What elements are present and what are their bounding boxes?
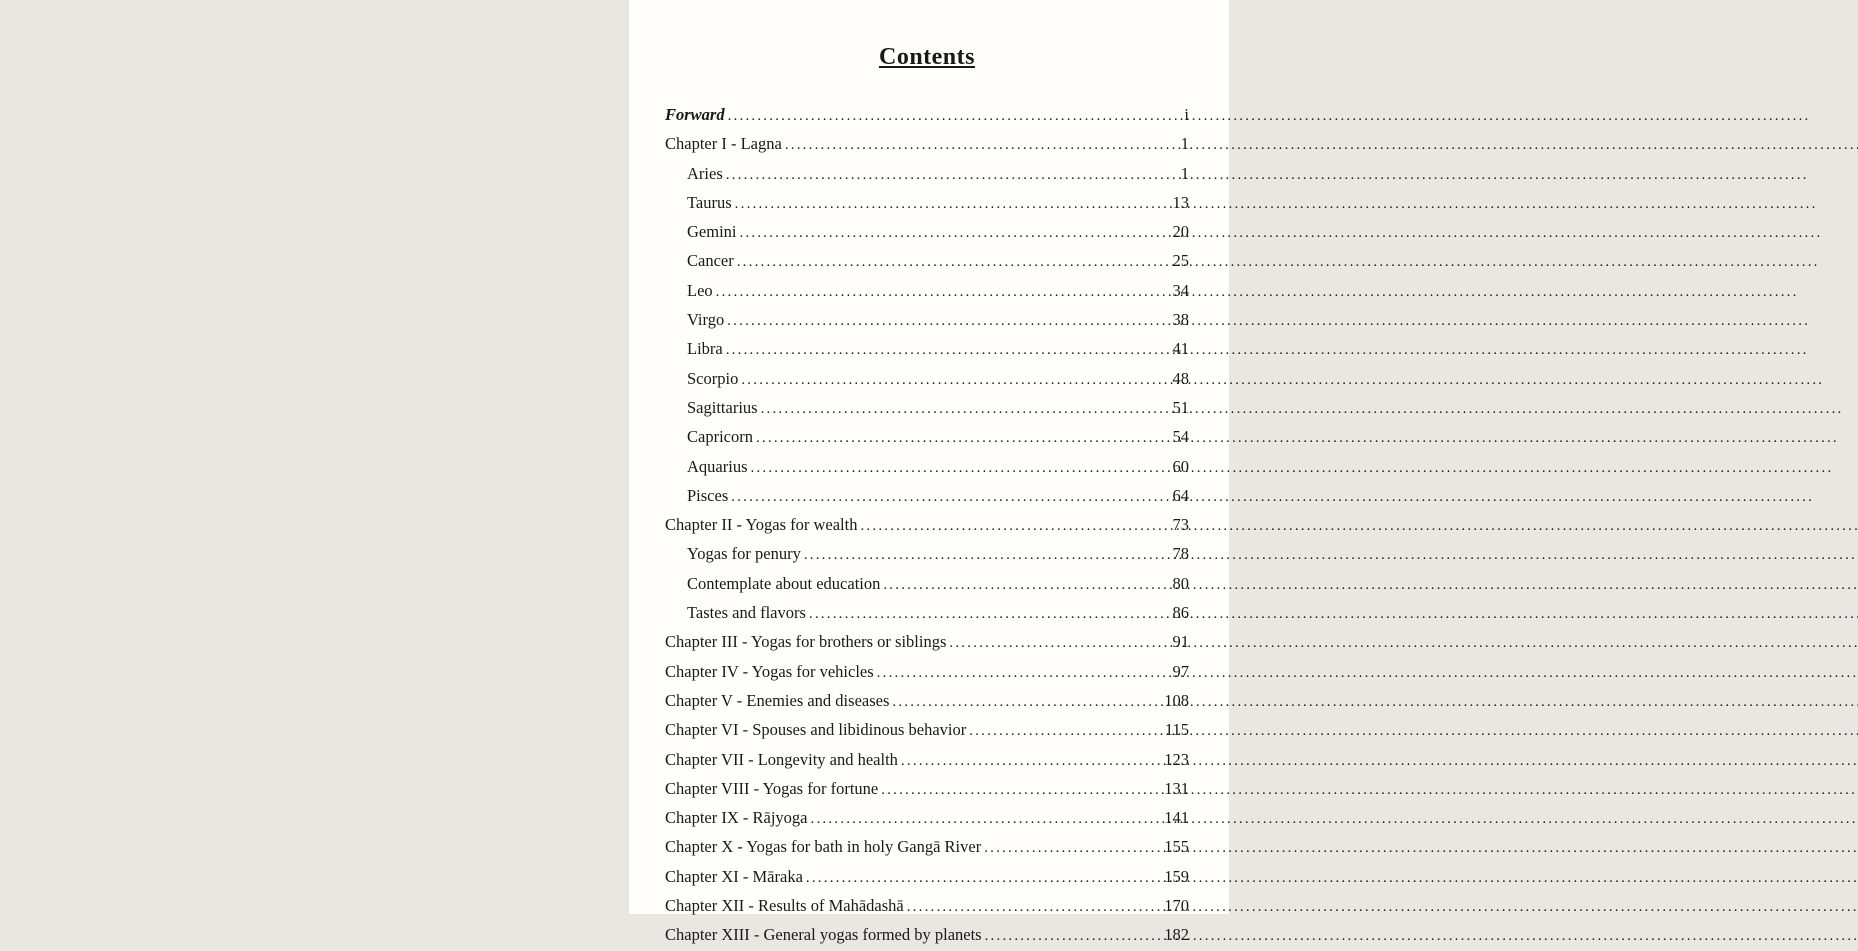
toc-entry-page: 80 <box>1172 573 1189 593</box>
toc-entry-label: Sagittarius <box>687 397 758 417</box>
toc-entry-label: Scorpio <box>687 368 739 388</box>
dot-leader <box>907 892 1161 921</box>
toc-entry <box>665 540 1189 569</box>
toc-entry-label: Chapter IV - Yogas for vehicles <box>665 661 874 681</box>
toc-entry-page: 1 <box>1180 134 1189 154</box>
toc-entry <box>665 863 1189 892</box>
toc-entry-page: 108 <box>1164 690 1189 710</box>
toc-entry <box>665 160 1189 189</box>
toc-entry-page: 41 <box>1172 339 1189 359</box>
toc-entry <box>665 511 1189 540</box>
toc-entry-page: 1 <box>1180 163 1189 183</box>
dot-leader <box>969 716 1161 745</box>
toc-entry-label: Tastes and flavors <box>687 603 806 623</box>
dot-leader <box>881 775 1160 804</box>
dot-leader <box>740 218 1169 247</box>
toc-entry-page: 25 <box>1172 251 1189 271</box>
toc-entry <box>665 218 1189 247</box>
toc-entry-page: 34 <box>1172 280 1189 300</box>
toc-entry <box>665 658 1189 687</box>
dot-leader <box>949 628 1168 657</box>
dot-leader <box>984 833 1160 862</box>
dot-leader <box>785 130 1177 159</box>
toc-entry-label: Virgo <box>687 310 725 330</box>
toc-entry <box>665 570 1189 599</box>
toc-entry-page: 97 <box>1172 661 1189 681</box>
page-title: Contents <box>878 44 975 70</box>
toc-entry-label: Gemini <box>687 222 737 242</box>
toc-entry-page: 115 <box>1164 720 1189 740</box>
toc-entry <box>665 804 1189 833</box>
toc-entry <box>665 335 1189 364</box>
toc-entry-label: Aries <box>687 163 723 183</box>
toc-entry-label: Chapter VI - Spouses and libidinous behavior <box>665 720 967 740</box>
dot-leader <box>751 453 1169 482</box>
toc-entry <box>665 189 1189 218</box>
dot-leader <box>731 482 1168 511</box>
toc-entry-page: 64 <box>1172 485 1189 505</box>
toc-entry-page: 78 <box>1172 544 1189 564</box>
dot-leader <box>811 804 1161 833</box>
toc-entry-page: 48 <box>1172 368 1189 388</box>
toc-entry-label: Chapter IX - Rājyoga <box>665 808 808 828</box>
toc-entry-label: Chapter II - Yogas for wealth <box>665 515 858 535</box>
toc-entry-page: 13 <box>1172 192 1189 212</box>
toc-entry <box>665 130 1189 159</box>
toc-entry <box>665 746 1189 775</box>
dot-leader <box>761 394 1169 423</box>
toc-entry-label: Chapter VIII - Yogas for fortune <box>665 778 879 798</box>
toc-entry-page: 73 <box>1172 515 1189 535</box>
dot-leader <box>883 570 1168 599</box>
toc-entry-label: Chapter XIII - General yogas formed by planets <box>665 925 982 945</box>
toc-entry <box>665 775 1189 804</box>
toc-entry-label: Aquarius <box>687 456 748 476</box>
toc-entry <box>665 306 1189 335</box>
contents-page <box>629 0 1229 945</box>
toc-entry-page: i <box>1184 105 1189 124</box>
toc-entry-label: Chapter III - Yogas for brothers or siblings <box>665 632 947 652</box>
toc-entry-page: 54 <box>1172 427 1189 447</box>
toc-entry-label: Chapter X - Yogas for bath in holy Gangā River <box>665 837 982 857</box>
dot-leader <box>901 746 1160 775</box>
toc-entry-label: Yogas for penury <box>687 544 801 564</box>
toc-entry-label: Chapter XII - Results of Mahādashā <box>665 896 904 916</box>
toc-list <box>665 101 1189 951</box>
toc-entry-label: Contemplate about education <box>687 573 881 593</box>
toc-entry-label: Chapter VII - Longevity and health <box>665 749 898 769</box>
toc-entry-label: Taurus <box>687 192 732 212</box>
dot-leader <box>726 160 1177 189</box>
toc-entry-page: 38 <box>1172 310 1189 330</box>
toc-entry <box>665 277 1189 306</box>
toc-entry <box>665 921 1189 950</box>
dot-leader <box>726 335 1169 364</box>
toc-entry-label: Libra <box>687 339 723 359</box>
toc-entry <box>665 687 1189 716</box>
toc-entry <box>665 716 1189 745</box>
toc-entry-label: Chapter V - Enemies and diseases <box>665 690 890 710</box>
toc-entry-label: Chapter XI - Māraka <box>665 866 803 886</box>
dot-leader <box>804 540 1169 569</box>
toc-entry-page: 155 <box>1164 837 1189 857</box>
dot-leader <box>716 277 1169 306</box>
toc-entry <box>665 394 1189 423</box>
toc-entry-label: Pisces <box>687 485 729 505</box>
toc-entry-label: Forward <box>665 105 725 124</box>
toc-entry-page: 182 <box>1164 925 1189 945</box>
toc-entry-label: Capricorn <box>687 427 753 447</box>
toc-entry-page: 141 <box>1164 808 1189 828</box>
dot-leader <box>806 863 1160 892</box>
toc-entry-page: 91 <box>1172 632 1189 652</box>
toc-entry <box>665 833 1189 862</box>
dot-leader <box>728 101 1181 130</box>
toc-entry <box>665 628 1189 657</box>
dot-leader <box>756 423 1169 452</box>
dot-leader <box>809 599 1169 628</box>
toc-entry-page: 131 <box>1164 778 1189 798</box>
toc-entry <box>665 892 1189 921</box>
dot-leader <box>892 687 1160 716</box>
toc-entry-page: 159 <box>1164 866 1189 886</box>
dot-leader <box>737 247 1169 276</box>
toc-entry <box>665 423 1189 452</box>
toc-entry-page: 170 <box>1164 896 1189 916</box>
toc-entry-page: 86 <box>1172 603 1189 623</box>
toc-entry <box>665 247 1189 276</box>
dot-leader <box>877 658 1169 687</box>
dot-leader <box>741 365 1168 394</box>
toc-entry <box>665 482 1189 511</box>
toc-entry-label: Leo <box>687 280 713 300</box>
toc-entry-label: Chapter I - Lagna <box>665 134 782 154</box>
dot-leader <box>985 921 1161 950</box>
toc-entry <box>665 453 1189 482</box>
toc-entry-page: 60 <box>1172 456 1189 476</box>
toc-entry-page: 20 <box>1172 222 1189 242</box>
toc-entry <box>665 101 1189 130</box>
dot-leader <box>735 189 1169 218</box>
toc-entry-label: Cancer <box>687 251 734 271</box>
dot-leader <box>860 511 1168 540</box>
toc-entry <box>665 365 1189 394</box>
toc-entry-page: 123 <box>1164 749 1189 769</box>
toc-entry <box>665 599 1189 628</box>
toc-entry-page: 51 <box>1172 397 1189 417</box>
dot-leader <box>727 306 1168 335</box>
